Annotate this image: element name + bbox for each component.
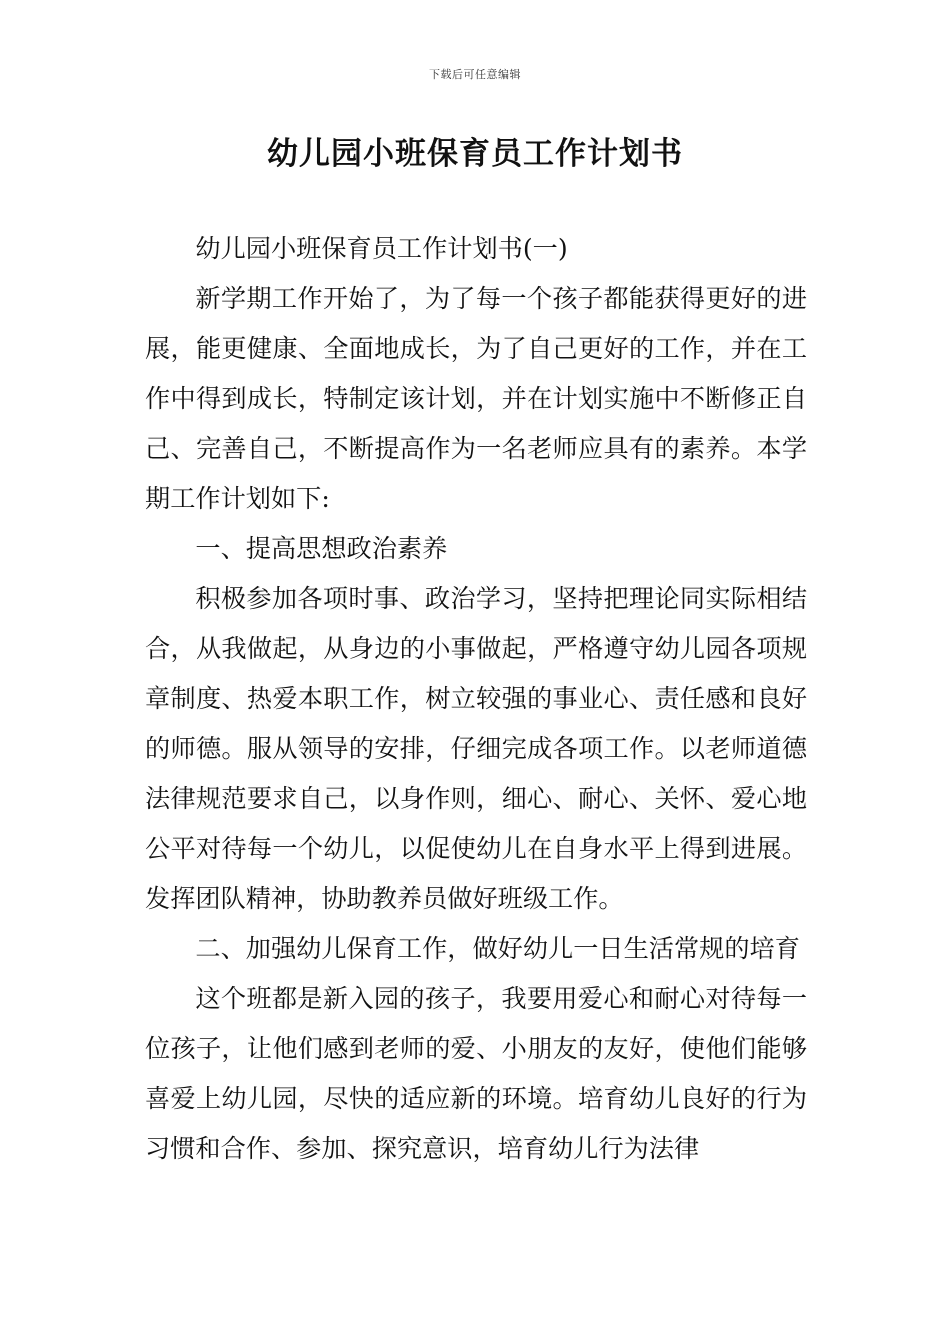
paragraph: 这个班都是新入园的孩子，我要用爱心和耐心对待每一位孩子，让他们感到老师的爱、小朋友的友好，使他们能够喜爱上幼儿园，尽快的适应新的环境。培育幼儿良好的行为习惯和合作、参加、探究意识，培育幼儿行为法律	[145, 984, 807, 1163]
section-heading: 二、加强幼儿保育工作，做好幼儿一日生活常规的培育	[195, 934, 800, 963]
section-heading: 一、提高思想政治素养	[195, 534, 448, 563]
header-note: 下载后可任意编辑	[429, 68, 521, 81]
document-title: 幼儿园小班保育员工作计划书	[267, 136, 683, 172]
paragraph: 积极参加各项时事、政治学习，坚持把理论同实际相结合，从我做起，从身边的小事做起，严格遵守幼儿园各项规章制度、热爱本职工作，树立较强的事业心、责任感和良好的师德。服从领导的安排，仔细完成各项工作。以老师道德法律规范要求自己，以身作则，细心、耐心、关怀、爱心地公平对待每一个幼儿，以促使幼儿在自身水平上得到进展。发挥团队精神，协助教养员做好班级工作。	[145, 584, 807, 913]
section-heading: 幼儿园小班保育员工作计划书(一)	[195, 234, 568, 263]
paragraph: 新学期工作开始了，为了每一个孩子都能获得更好的进展，能更健康、全面地成长，为了自己更好的工作，并在工作中得到成长，特制定该计划，并在计划实施中不断修正自己、完善自己，不断提高作为一名老师应具有的素养。本学期工作计划如下:	[145, 284, 807, 513]
document-body	[145, 224, 807, 1174]
